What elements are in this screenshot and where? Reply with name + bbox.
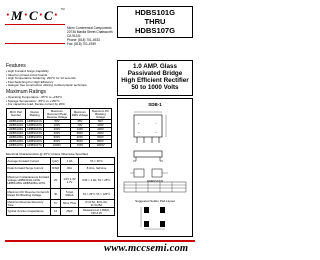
table-cell: 600V [44,136,71,140]
headline-box [117,60,193,96]
table-cell: TA = 40°C [79,158,115,165]
table-cell: 800V [90,140,112,144]
headline-line: 1.0 AMP. Glass [132,63,178,70]
headline-line: Passivated Bridge [127,70,183,77]
svg-text:+: + [138,121,140,125]
table-cell: HDBS101G [27,119,42,123]
table-header: Maximum Recurrent Peak Reverse Voltage [44,109,71,120]
table-cell: 200V [90,128,112,132]
table-row [7,165,115,173]
table-cell: 50V [44,120,71,124]
table-cell: 70V [70,124,89,128]
footer-website-link[interactable]: www.mccsemi.com [104,243,189,254]
feature-item: • High Forward Surge Capability [6,69,49,73]
table-cell: Maximum Reverse Recovery Time [7,200,51,208]
table-cell: HDBS104G [7,132,26,136]
max-ratings-list [6,96,114,107]
rating-item: • For capacitive load, Derate current by 20% [6,102,65,107]
phone: Phone: (818) 701-4933 [67,38,100,42]
table-cell: 1.0A [61,158,79,165]
table-cell: 5.0μA 500μA [61,189,79,200]
part-number-box [117,6,193,38]
logo-letter-c: C [29,8,39,23]
table-header-row [7,109,112,120]
table-row [7,158,115,165]
part-number-first: HDBS101G [134,8,176,17]
table-cell: 800V [44,140,71,144]
table-cell: 560V [70,140,89,144]
table-cell: HDBS103G [27,127,42,131]
table-row [7,144,112,148]
table-cell: 140V [70,128,89,132]
logo-dot: · [54,7,59,22]
table-header: Maximum RMS Voltage [70,109,89,120]
table-cell: HDBS106G [27,139,42,143]
table-cell: Maximum Instantaneous Forward Voltage HDBS101G-104G HDBS105G HDBS106G-107G [7,173,51,189]
table-cell: CJ [51,208,61,216]
table-cell: IR [51,189,61,200]
table-cell: 50V [90,120,112,124]
elec-title: Electrical Characteristics @ 25°C Unless Otherwise Specified [6,152,88,156]
table-cell: HDBS105G [7,136,26,140]
table-cell: IFM = 1.0A; TA = 25°C [79,173,115,189]
table-cell: I(AV) [52,158,59,163]
header-rule-top [5,24,65,25]
table-cell: 600V [90,136,112,140]
elec-table [6,157,115,216]
package-box [117,98,193,237]
svg-text:−: − [155,121,157,125]
features-list [6,70,114,88]
table-cell: 1000V [44,144,71,148]
logo-dot: · [24,7,29,22]
table-cell: HDBS107G [27,143,42,147]
table-cell: HDBS107G [7,144,26,148]
part-number-thru: THRU [144,17,166,26]
table-cell: HDBS101G [7,120,26,124]
feature-item: • Fast Switching For High Efficiency [6,79,54,84]
company-name: Micro Commercial Components [67,26,112,30]
table-cell: 400V [90,132,112,136]
table-header: Device Marking [26,109,44,120]
table-cell: HDBS105G [27,135,42,139]
table-cell: HDBS106G [7,140,26,144]
table-cell: Trr [51,200,61,208]
table-cell: Measured at 1.0MHz, VR=4.0V [79,208,115,216]
table-row [7,173,115,189]
table-cell: IFSM [51,165,61,173]
feature-item: • Ideal for printed circuit boards [6,72,48,77]
table-cell: 1000V [90,144,112,148]
table-cell: 400V [44,132,71,136]
company-address [67,26,115,46]
table-cell: 25pF [61,208,79,216]
feature-item: • Halogen free construction utilizing molded plastic technique [6,83,87,88]
table-row [7,200,115,208]
address-line: CA 91311 [67,34,81,38]
table-cell: IF=0.5A, IR=1.0A, Irr=0.25A [79,200,115,208]
table-cell: 35V [70,120,89,124]
rating-item: • Operating Temperature: -55°C to +150°C [6,95,63,99]
solder-pad-drawing [138,205,172,231]
table-row [7,208,115,216]
headline-line: 50 to 1000 Volts [131,84,179,91]
trademark: TM [61,8,65,11]
table-header: MCC Part Number [7,109,26,120]
address-line: 20736 Marilla Street Chatsworth [67,30,113,34]
table-cell: TA = 25°C TA = 125°C [79,189,115,200]
table-cell: Average Forward Current [7,158,51,165]
table-cell: 8.3ms, half sine [79,165,115,173]
package-name: SDB-1 [148,102,162,107]
footer-rule [5,240,195,242]
logo-letter-m: M [11,8,24,23]
table-cell: 420V [70,136,89,140]
table-cell: VF [51,173,61,189]
table-cell: 100V [44,124,71,128]
dimensions-title: DIMENSIONS [146,180,164,183]
svg-text:~: ~ [138,130,140,134]
svg-text:~: ~ [155,130,157,134]
company-logo [6,7,76,25]
table-cell: HDBS102G [7,124,26,128]
solder-pad-title: Suggested Solder Pad Layout [135,199,175,203]
table-header: Maximum DC Blocking Voltage [90,109,112,120]
table-row [7,189,115,200]
header-rule-bottom [5,43,65,44]
ratings-table [6,108,112,148]
logo-dot: · [39,7,44,22]
part-number-last: HDBS107G [134,26,176,35]
max-ratings-title: Maximum Ratings [6,89,47,95]
table-cell: 700V [70,144,89,148]
table-cell: 50ns 75ns [61,200,79,208]
table-cell: Maximum DC Reverse Current At Rated DC Blocking Voltage [7,189,51,200]
table-cell: HDBS103G [7,128,26,132]
headline-line: High Efficient Rectifier [121,77,189,84]
table-cell: Peak Forward Surge Current [7,165,51,173]
table-cell: HDBS102G [27,123,42,127]
table-cell: 200V [44,128,71,132]
features-title: Features [6,63,26,69]
table-cell: 1.0V 1.3V 1.7V [61,173,79,189]
table-cell: Typical Junction Capacitance [7,208,51,216]
logo-letter-c: C [44,8,54,23]
rating-item: • Storage Temperature: -55°C to +150°C [6,98,60,103]
table-cell: 100V [90,124,112,128]
table-cell: HDBS104G [27,131,42,135]
logo-dot: · [6,7,11,22]
table-cell: 30A [61,165,79,173]
fax: Fax: (818) 701-4939 [67,42,96,46]
feature-item: • High Temperature Soldering: 260°C for 10 seconds [6,76,76,81]
table-cell: 280V [70,132,89,136]
